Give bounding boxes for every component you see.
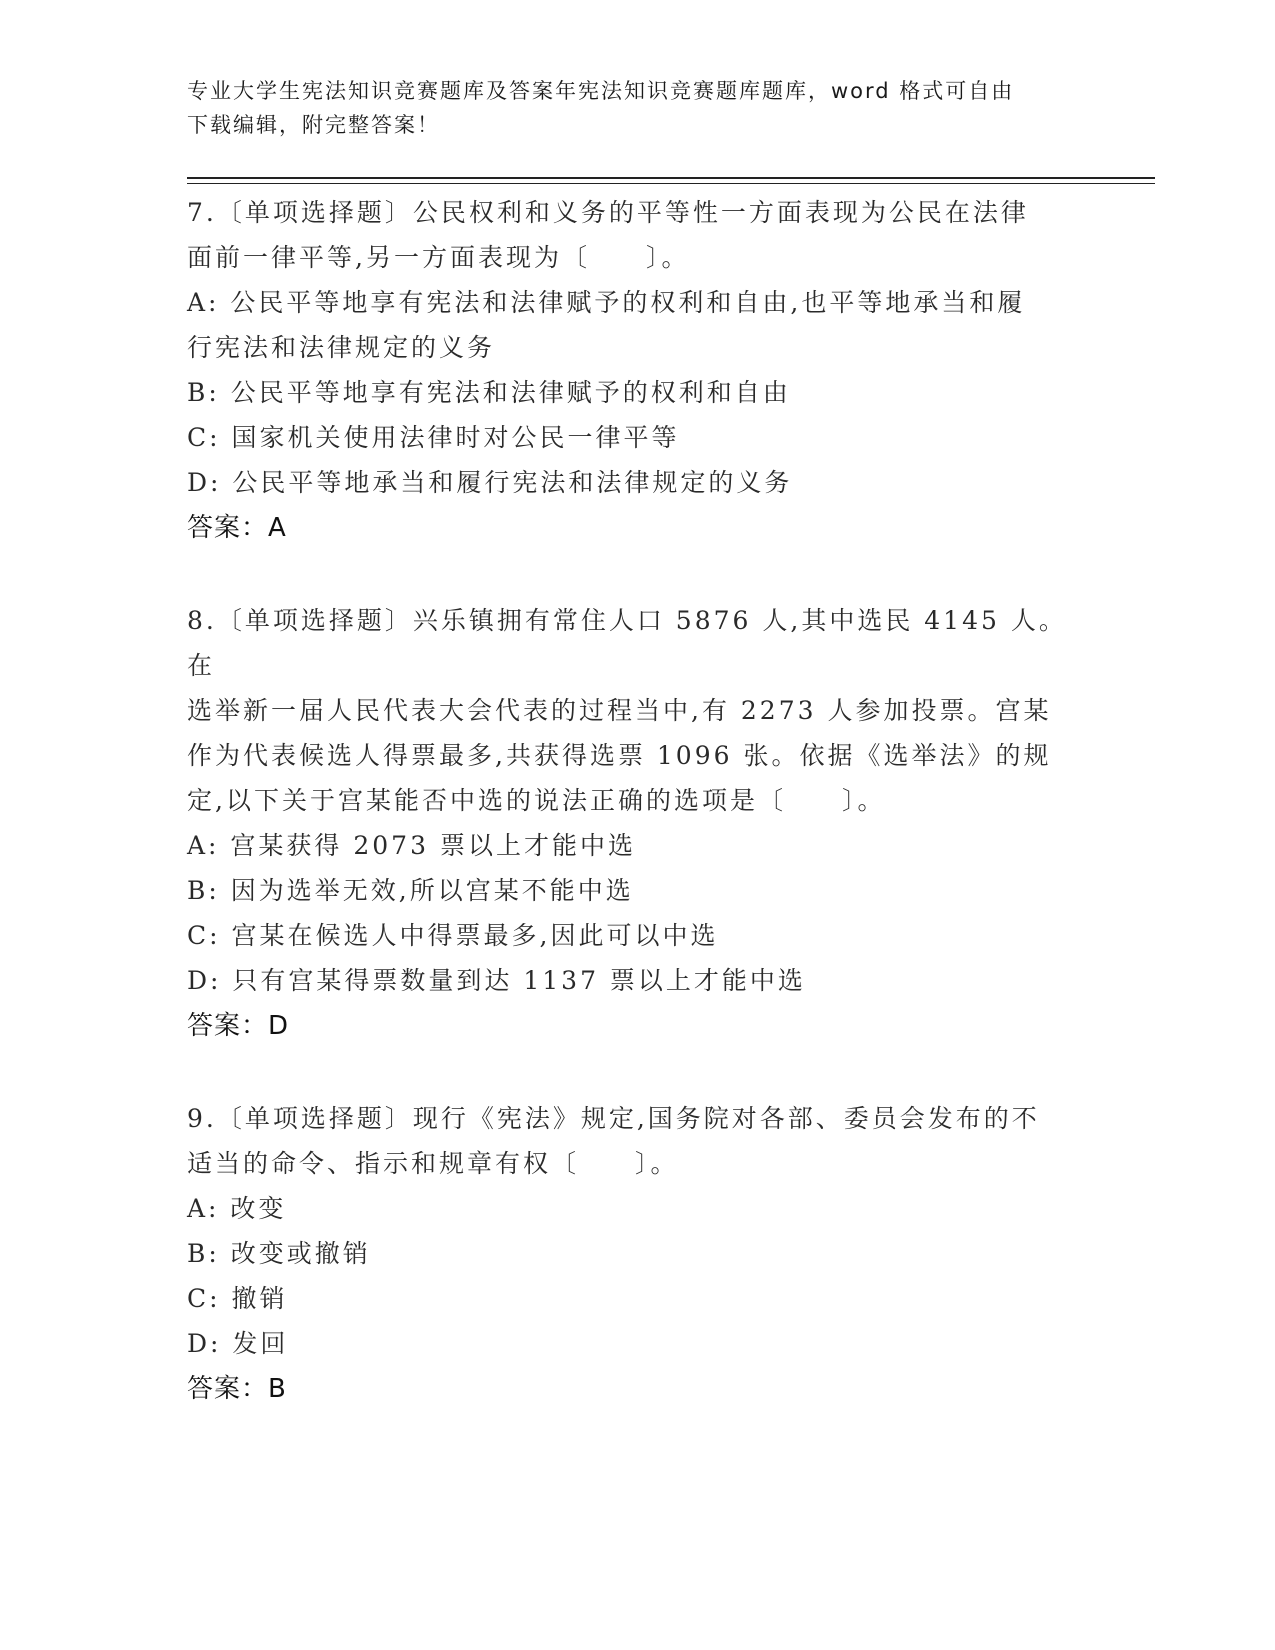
- document-header: [187, 74, 1087, 142]
- question-text: [187, 1096, 1087, 1186]
- option-a: A: 公民平等地享有宪法和法律赋予的权利和自由,也平等地承当和履: [187, 288, 1026, 317]
- question-list: [187, 190, 1087, 1459]
- header-line: 专业大学生宪法知识竞赛题库及答案年宪法知识竞赛题库题库，word 格式可自由: [187, 79, 1015, 103]
- option-c: C: 撤销: [187, 1284, 288, 1313]
- option-a: A: 改变: [187, 1194, 287, 1223]
- option-c: C: 宫某在候选人中得票最多,因此可以中选: [187, 921, 719, 950]
- option-b: B: 公民平等地享有宪法和法律赋予的权利和自由: [187, 378, 791, 407]
- question-line: 8.〔单项选择题〕兴乐镇拥有常住人口 5876 人,其中选民 4145 人。在: [187, 606, 1067, 680]
- option-a-continued: 行宪法和法律规定的义务: [187, 333, 496, 362]
- question-text: [187, 598, 1087, 823]
- option-b: B: 因为选举无效,所以宫某不能中选: [187, 876, 634, 905]
- question-line: 选举新一届人民代表大会代表的过程当中,有 2273 人参加投票。宫某: [187, 696, 1052, 725]
- question-line: 9.〔单项选择题〕现行《宪法》规定,国务院对各部、委员会发布的不: [187, 1104, 1040, 1133]
- header-divider: [187, 177, 1155, 179]
- question-line: 作为代表候选人得票最多,共获得选票 1096 张。依据《选举法》的规: [187, 741, 1052, 770]
- question-8: [187, 598, 1087, 1049]
- option-d: D: 只有宫某得票数量到达 1137 票以上才能中选: [187, 966, 806, 995]
- header-line: 下载编辑，附完整答案！: [187, 113, 440, 137]
- answer-label: 答案：D: [187, 1011, 290, 1041]
- answer-label: 答案：A: [187, 513, 287, 543]
- question-line: 定,以下关于宫某能否中选的说法正确的选项是〔 〕。: [187, 786, 886, 815]
- option-a: A: 宫某获得 2073 票以上才能中选: [187, 831, 636, 860]
- answer-label: 答案：B: [187, 1374, 287, 1404]
- option-c: C: 国家机关使用法律时对公民一律平等: [187, 423, 680, 452]
- question-line: 7.〔单项选择题〕公民权利和义务的平等性一方面表现为公民在法律: [187, 198, 1029, 227]
- question-text: [187, 190, 1087, 280]
- question-7: [187, 190, 1087, 551]
- question-line: 面前一律平等,另一方面表现为〔 〕。: [187, 243, 690, 272]
- header-divider-thin: [187, 183, 1155, 184]
- option-d: D: 发回: [187, 1329, 289, 1358]
- question-9: [187, 1096, 1087, 1412]
- option-d: D: 公民平等地承当和履行宪法和法律规定的义务: [187, 468, 793, 497]
- question-line: 适当的命令、指示和规章有权〔 〕。: [187, 1149, 679, 1178]
- option-b: B: 改变或撤销: [187, 1239, 371, 1268]
